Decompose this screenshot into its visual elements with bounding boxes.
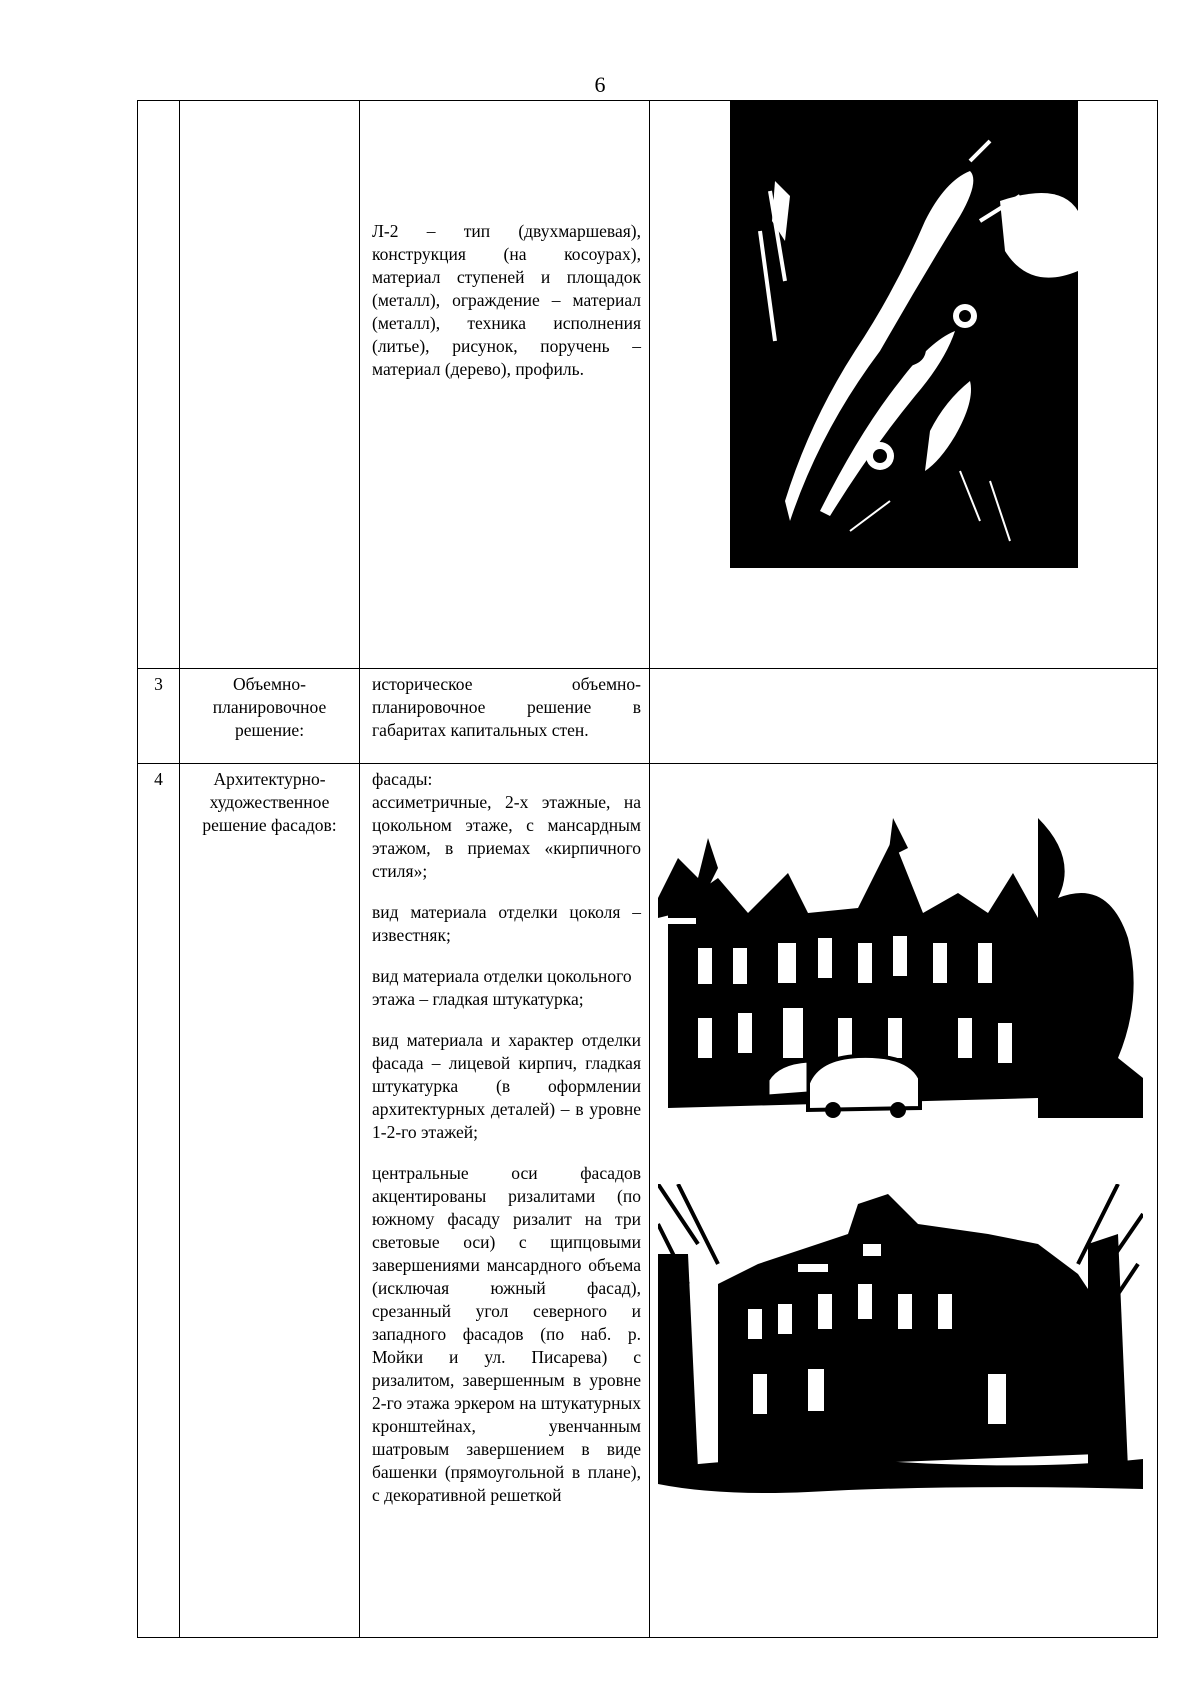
stairs-description: Л-2 – тип (двухмаршевая), конструкция (на косоурах), материал ступеней и площадок (металл), ограждение – материал (металл), техника исполнения (литье), рисунок, поручень – материал (дерево), профиль. bbox=[372, 221, 641, 379]
facade-paragraph: центральные оси фасадов акцентированы ризалитами (по южному фасаду ризалит на три световые оси) с щипцовыми завершениями мансардного объема (исключая южный фасад), срезанный угол северного и западного фасадов (по наб. р. Мойки и ул. Писарева) с ризалитом, завершенным в уровне 2-го этажа эркером на штукатурных кронштейнах, увенчанным шатровым завершением в виде башенки (прямоугольной в плане), с декоративной решеткой bbox=[372, 1163, 641, 1505]
facade-paragraph: фасады: ассиметричные, 2-х этажные, на цокольном этаже, с мансардным этажом, в приемах «кирпичного стиля»; bbox=[372, 769, 641, 881]
table-row bbox=[138, 764, 1158, 1638]
row-description: историческое объемно-планировочное решение в габаритах капитальных стен. bbox=[360, 669, 650, 764]
row-title bbox=[180, 101, 360, 669]
mansion-street-photo bbox=[658, 818, 1143, 1155]
description-table bbox=[137, 100, 1158, 1638]
row-number: 3 bbox=[138, 669, 180, 764]
table-row bbox=[138, 101, 1158, 669]
facade-paragraph: вид материала отделки цоколя – известняк; bbox=[372, 902, 641, 945]
image-cell bbox=[650, 101, 1158, 669]
row-number: 4 bbox=[138, 764, 180, 1638]
stair-bracket-photo bbox=[730, 101, 1078, 568]
image-cell bbox=[650, 764, 1158, 1638]
row-title: Архитектурно-художественное решение фасадов: bbox=[180, 764, 360, 1638]
mansion-trees-photo bbox=[658, 1184, 1143, 1514]
facade-paragraph: вид материала и характер отделки фасада – лицевой кирпич, гладкая штукатурка (в оформлении архитектурных деталей) – в уровне 1-2-го этажей; bbox=[372, 1030, 641, 1142]
table-row bbox=[138, 669, 1158, 764]
row-title: Объемно-планировочное решение: bbox=[180, 669, 360, 764]
page-number: 6 bbox=[594, 72, 606, 97]
facade-paragraph: вид материала отделки цокольного этажа – гладкая штукатурка; bbox=[372, 966, 632, 1009]
row-number bbox=[138, 101, 180, 669]
